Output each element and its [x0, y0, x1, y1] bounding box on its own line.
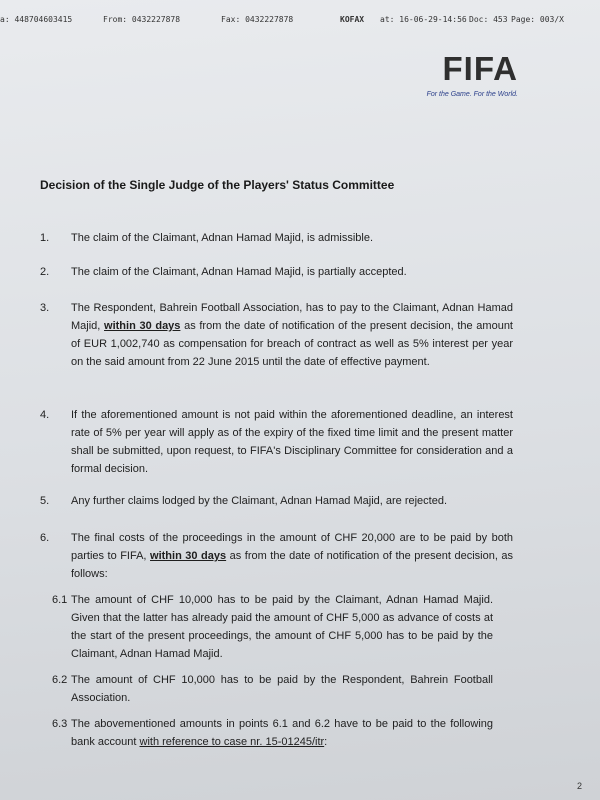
item-text: If the aforementioned amount is not paid within the aforementioned deadline, an interest rate of 5% per year will apply as of the expiry of the fixed time limit and the present matter shall be submitted, upon request, to FIFA's Disciplinary Committee for consideration and a formal decision. [71, 409, 513, 475]
decision-title: Decision of the Single Judge of the Players' Status Committee [40, 178, 395, 192]
fax-page: Page: 003/X [511, 15, 564, 24]
subitem-text [71, 715, 493, 751]
subitem-text: The amount of CHF 10,000 has to be paid by the Respondent, Bahrein Football Association. [71, 674, 493, 704]
subitem-number: 6.2 [52, 674, 68, 686]
deadline-emphasis: within 30 days [150, 550, 227, 562]
item-text-post: as from the date of notification of the present decision, as follows: [71, 550, 514, 580]
fax-timestamp: at: 16-06-29-14:56 [380, 15, 467, 24]
item-text-pre: The final costs of the proceedings in the amount of CHF 20,000 are to be paid by both parties to FIFA, [71, 532, 513, 562]
item-text: The claim of the Claimant, Adnan Hamad Majid, is partially accepted. [71, 266, 407, 278]
item-text [71, 529, 513, 583]
fifa-logo [418, 52, 518, 98]
fax-header [0, 15, 600, 29]
item-number: 1. [40, 232, 50, 244]
subitem-text-pre: The abovementioned amounts in points 6.1 and 6.2 have to be paid to the following bank account [71, 718, 493, 748]
fax-powered-by: KOFAX [340, 15, 365, 24]
fax-number: Fax: 0432227878 [221, 15, 294, 24]
item-text [71, 299, 513, 371]
fax-doc: Doc: 453 [469, 15, 508, 24]
deadline-emphasis: within 30 days [104, 320, 181, 332]
item-number: 2. [40, 266, 50, 278]
item-text-pre: The Respondent, Bahrein Football Association, has to pay to the Claimant, Adnan Hamad Majid, [71, 302, 513, 332]
subitem-text-post: : [324, 736, 328, 748]
logo-tagline: For the Game. For the World. [426, 91, 518, 98]
item-number: 6. [40, 532, 50, 544]
item-text-post: as from the date of notification of the present decision, the amount of EUR 1,002,740 as compensation for breach of contract as well as 5% interest per year on the said amount from 22 June 2015 until the date of effective payment. [71, 320, 513, 368]
item-text: The claim of the Claimant, Adnan Hamad Majid, is admissible. [71, 232, 374, 244]
page-number: 2 [577, 781, 583, 791]
fax-phone: a: 448704603415 [0, 15, 73, 24]
item-text: Any further claims lodged by the Claimant, Adnan Hamad Majid, are rejected. [71, 495, 448, 507]
subitem-number: 6.3 [52, 718, 68, 730]
item-number: 5. [40, 495, 50, 507]
item-number: 3. [40, 302, 50, 314]
item-number: 4. [40, 409, 50, 421]
fax-from: From: 0432227878 [103, 15, 181, 24]
subitem-text: The amount of CHF 10,000 has to be paid by the Claimant, Adnan Hamad Majid. Given that the latter has already paid the amount of CHF 5,000 as advance of costs at the start of the present proceedings, the amount of CHF 5,000 has to be paid by the Claimant, Adnan Hamad Majid. [71, 594, 493, 660]
logo-mark: FIFA [442, 50, 518, 87]
subitem-number: 6.1 [52, 594, 68, 606]
case-reference: with reference to case nr. 15-01245/itr [139, 736, 325, 748]
